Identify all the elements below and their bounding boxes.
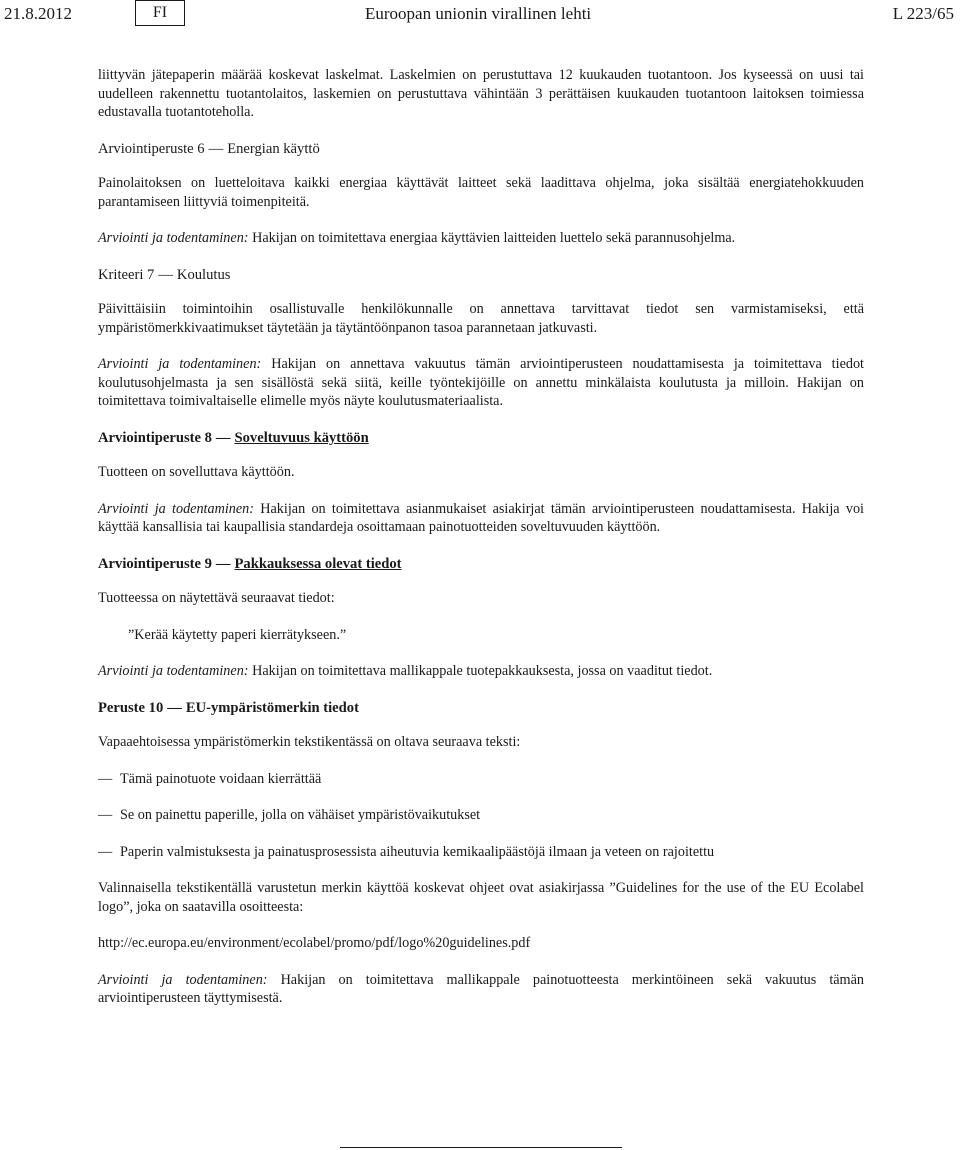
section-7-paragraph: Päivittäisiin toimintoihin osallistuvalle henkilökunnalle on annettava tarvittavat tiedot sen varmistamiseksi, että ympäristömerkkivaatimukset täytetään ja täytäntöönpanon tasoa parannetaan jatkuvasti. xyxy=(98,301,864,336)
section-8-number: Arviointiperuste 8 xyxy=(98,429,212,446)
list-item-text: Paperin valmistuksesta ja painatusprosessista aiheutuvia kemikaalipäästöjä ilmaan ja veteen on rajoitettu xyxy=(120,843,715,860)
assessment-label: Arviointi ja todentaminen: xyxy=(98,971,268,988)
section-10-heading xyxy=(98,699,864,718)
assessment-text: Hakijan on annettava vakuutus tämän arviointiperusteen noudattamisesta ja toimitettava tiedot koulutusohjelmasta ja sen sisällöstä sekä siitä, keille työntekijöille on annettu minkälaista koulutusta ja milloin. Hakijan on toimitettava toimivaltaiselle elimelle myös näyte koulutusmateriaalista. xyxy=(98,356,864,409)
section-8-title: Soveltuvuus käyttöön xyxy=(234,429,369,446)
section-7-heading xyxy=(98,266,864,285)
list-item-text: Se on painettu paperille, jolla on vähäiset ympäristövaikutukset xyxy=(120,807,481,823)
section-6-dash: — xyxy=(208,140,224,157)
section-7-assessment xyxy=(98,355,864,411)
section-6-number: Arviointiperuste 6 xyxy=(98,140,205,157)
assessment-label: Arviointi ja todentaminen: xyxy=(98,663,249,679)
list-item xyxy=(98,770,864,789)
list-dash: — xyxy=(98,807,113,823)
document-body xyxy=(98,66,864,1026)
section-8-assessment xyxy=(98,500,864,537)
section-9-assessment xyxy=(98,662,864,681)
page-reference: L 223/65 xyxy=(892,4,954,23)
section-7-number: Kriteeri 7 xyxy=(98,266,155,283)
section-9-title: Pakkauksessa olevat tiedot xyxy=(234,555,402,572)
list-item xyxy=(98,843,864,862)
section-10-number: Peruste 10 xyxy=(98,699,164,716)
guidelines-url: http://ec.europa.eu/environment/ecolabel/promo/pdf/logo%20guidelines.pdf xyxy=(98,935,531,951)
footer-rule xyxy=(340,1147,622,1148)
language-code-box: FI xyxy=(135,0,185,26)
intro-paragraph: liittyvän jätepaperin määrää koskevat laskelmat. Laskelmien on perustuttava 12 kuukauden tuotantoon. Jos kyseessä on uusi tai uudelleen rakennettu tuotantolaitos, laskemien on perustuttava vähintään 3 perättäisen kuukauden tuotantoon laitoksen toimiessa edustavalla tuotantoteholla. xyxy=(98,67,864,120)
list-dash: — xyxy=(98,843,113,860)
assessment-label: Arviointi ja todentaminen: xyxy=(98,230,249,246)
assessment-label: Arviointi ja todentaminen: xyxy=(98,500,254,517)
section-10-guidelines: Valinnaisella tekstikentällä varustetun merkin käyttöä koskevat ohjeet ovat asiakirjassa ”Guidelines for the use of the EU Ecolabel logo”, joka on saatavilla osoitteesta: xyxy=(98,880,864,915)
section-10-assessment xyxy=(98,971,864,1008)
section-9-number: Arviointiperuste 9 xyxy=(98,555,212,572)
section-10-paragraph: Vapaaehtoisessa ympäristömerkin tekstikentässä on oltava seuraava teksti: xyxy=(98,734,521,750)
list-item-text: Tämä painotuote voidaan kierrättää xyxy=(120,770,322,787)
assessment-text: Hakijan on toimitettava energiaa käyttävien laitteiden luettelo sekä parannusohjelma. xyxy=(252,230,736,246)
section-8-dash: — xyxy=(215,429,231,446)
section-6-paragraph: Painolaitoksen on luetteloitava kaikki energiaa käyttävät laitteet sekä laadittava ohjelma, joka sisältää energiatehokkuuden parantamiseen liittyviä toimenpiteitä. xyxy=(98,175,864,210)
assessment-text: Hakijan on toimitettava mallikappale tuotepakkauksesta, jossa on vaaditut tiedot. xyxy=(252,663,713,679)
publication-date: 21.8.2012 xyxy=(4,4,72,23)
section-10-dash: — xyxy=(167,699,182,716)
assessment-text: Hakijan on toimitettava asianmukaiset asiakirjat tämän arviointiperusteen noudattamisesta. Hakija voi käyttää kansallisia tai kaupallisia standardeja osoittamaan painotuotteiden soveltuvuuden käyttöön. xyxy=(98,500,864,535)
section-7-dash: — xyxy=(158,266,173,283)
page-header xyxy=(0,0,960,32)
assessment-text: Hakijan on toimitettava mallikappale painotuotteesta merkintöineen sekä vakuutus tämän arviointiperusteen täyttymisestä. xyxy=(98,971,864,1006)
list-dash: — xyxy=(98,770,113,787)
list-item xyxy=(98,806,864,825)
section-6-assessment xyxy=(98,229,864,248)
assessment-label: Arviointi ja todentaminen: xyxy=(98,356,262,372)
section-10-title: EU-ympäristömerkin tiedot xyxy=(185,699,359,716)
journal-title: Euroopan unionin virallinen lehti xyxy=(365,4,592,23)
section-6-title: Energian käyttö xyxy=(227,140,320,157)
section-9-quote: ”Kerää käytetty paperi kierrätykseen.” xyxy=(128,626,347,643)
section-8-heading xyxy=(98,429,864,448)
section-9-dash: — xyxy=(215,555,231,572)
section-8-paragraph: Tuotteen on sovelluttava käyttöön. xyxy=(98,464,295,480)
section-7-title: Koulutus xyxy=(176,266,231,283)
section-9-heading xyxy=(98,555,864,574)
section-9-paragraph: Tuotteessa on näytettävä seuraavat tiedot: xyxy=(98,590,335,606)
section-6-heading xyxy=(98,140,864,159)
